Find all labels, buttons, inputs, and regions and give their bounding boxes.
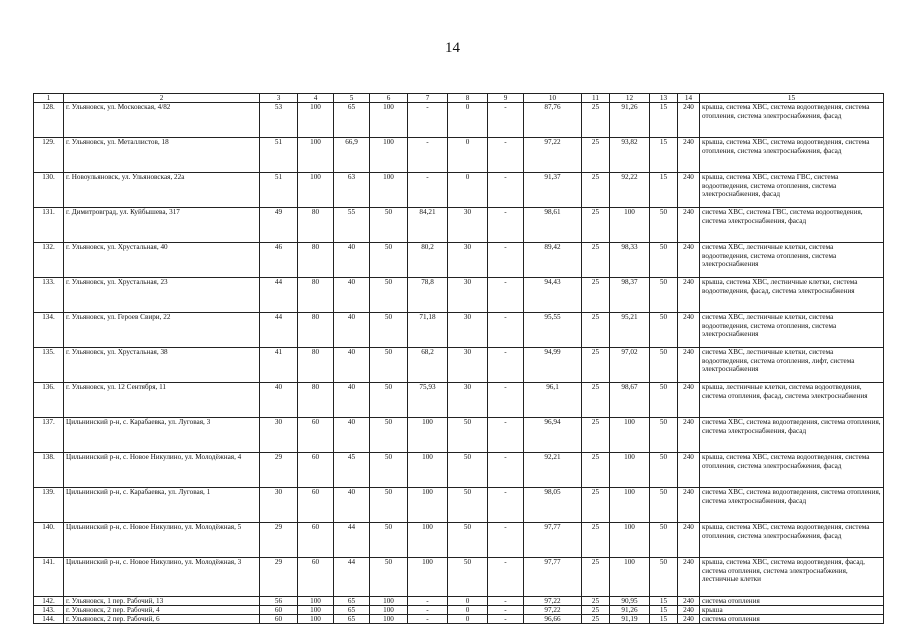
value-cell: 65: [334, 103, 370, 138]
value-cell: 50: [650, 208, 678, 243]
table-row: [34, 606, 884, 615]
header-cell: 6: [370, 94, 408, 103]
value-cell: -: [488, 278, 524, 313]
value-cell: 30: [448, 383, 488, 418]
value-cell: -: [488, 453, 524, 488]
header-cell: 10: [524, 94, 582, 103]
value-cell: 80: [298, 243, 334, 278]
value-cell: 25: [582, 103, 610, 138]
value-cell: 100: [370, 173, 408, 208]
value-cell: 50: [650, 278, 678, 313]
value-cell: -: [488, 348, 524, 383]
value-cell: 50: [370, 523, 408, 558]
works-list-cell: система отопления: [700, 615, 884, 624]
value-cell: -: [408, 138, 448, 173]
value-cell: 240: [678, 278, 700, 313]
value-cell: 40: [334, 383, 370, 418]
row-number-cell: 136.: [34, 383, 64, 418]
works-list-cell: система ХВС, лестничные клетки, система водоотведения, система отопления, лифт, система электроснабжения: [700, 348, 884, 383]
works-list-cell: крыша, система ХВС, система водоотведения, система отопления, система электроснабжения, фасад: [700, 453, 884, 488]
works-list-cell: система отопления: [700, 597, 884, 606]
value-cell: 30: [448, 243, 488, 278]
header-row: [34, 94, 884, 103]
value-cell: 50: [448, 418, 488, 453]
value-cell: 40: [334, 418, 370, 453]
value-cell: 25: [582, 348, 610, 383]
value-cell: 80: [298, 313, 334, 348]
value-cell: -: [488, 208, 524, 243]
table-row: [34, 383, 884, 418]
value-cell: 100: [610, 208, 650, 243]
value-cell: 0: [448, 615, 488, 624]
row-number-cell: 137.: [34, 418, 64, 453]
works-list-cell: крыша, система ХВС, система водоотведения, система отопления, система электроснабжения, фасад: [700, 103, 884, 138]
table-row: [34, 418, 884, 453]
value-cell: 25: [582, 523, 610, 558]
header-cell: 14: [678, 94, 700, 103]
works-list-cell: крыша, лестничные клетки, система водоотведения, система отопления, фасад, система электроснабжения: [700, 383, 884, 418]
table-row: [34, 488, 884, 523]
value-cell: 100: [408, 418, 448, 453]
value-cell: 100: [370, 138, 408, 173]
row-number-cell: 128.: [34, 103, 64, 138]
row-number-cell: 139.: [34, 488, 64, 523]
value-cell: 92,21: [524, 453, 582, 488]
value-cell: 53: [260, 103, 298, 138]
value-cell: 68,2: [408, 348, 448, 383]
value-cell: 65: [334, 606, 370, 615]
value-cell: 65: [334, 597, 370, 606]
value-cell: 50: [370, 348, 408, 383]
value-cell: 30: [448, 313, 488, 348]
value-cell: 97,22: [524, 597, 582, 606]
value-cell: 25: [582, 383, 610, 418]
value-cell: 41: [260, 348, 298, 383]
value-cell: -: [408, 597, 448, 606]
value-cell: 50: [370, 418, 408, 453]
value-cell: 25: [582, 138, 610, 173]
value-cell: 91,19: [610, 615, 650, 624]
value-cell: -: [488, 615, 524, 624]
value-cell: 100: [408, 558, 448, 597]
value-cell: 240: [678, 348, 700, 383]
value-cell: 100: [610, 523, 650, 558]
value-cell: 60: [260, 615, 298, 624]
value-cell: 94,99: [524, 348, 582, 383]
value-cell: 240: [678, 138, 700, 173]
value-cell: -: [488, 103, 524, 138]
value-cell: -: [408, 615, 448, 624]
value-cell: 75,93: [408, 383, 448, 418]
value-cell: 91,37: [524, 173, 582, 208]
value-cell: 60: [298, 418, 334, 453]
table-row: [34, 313, 884, 348]
value-cell: 15: [650, 173, 678, 208]
value-cell: 63: [334, 173, 370, 208]
value-cell: 29: [260, 558, 298, 597]
works-list-cell: крыша, система ХВС, система ГВС, система водоотведения, система отопления, система электроснабжения, фасад: [700, 173, 884, 208]
value-cell: 100: [610, 488, 650, 523]
value-cell: 95,55: [524, 313, 582, 348]
value-cell: 96,66: [524, 615, 582, 624]
table-row: [34, 138, 884, 173]
address-cell: г. Ульяновск, ул. Хрустальная, 38: [64, 348, 260, 383]
value-cell: 30: [260, 488, 298, 523]
value-cell: 80: [298, 348, 334, 383]
address-cell: г. Ульяновск, ул. Героев Свири, 22: [64, 313, 260, 348]
value-cell: 50: [370, 558, 408, 597]
header-cell: 5: [334, 94, 370, 103]
value-cell: 100: [298, 615, 334, 624]
value-cell: 44: [260, 278, 298, 313]
works-list-cell: крыша: [700, 606, 884, 615]
value-cell: 80: [298, 278, 334, 313]
value-cell: 60: [260, 606, 298, 615]
value-cell: 66,9: [334, 138, 370, 173]
row-number-cell: 140.: [34, 523, 64, 558]
value-cell: -: [408, 173, 448, 208]
row-number-cell: 142.: [34, 597, 64, 606]
works-list-cell: крыша, система ХВС, система водоотведения, фасад, система отопления, система электроснабжения, лестничные клетки: [700, 558, 884, 597]
value-cell: 29: [260, 523, 298, 558]
value-cell: 50: [650, 383, 678, 418]
table-row: [34, 523, 884, 558]
address-cell: Цильнинский р-н, с. Новое Никулино, ул. Молодёжная, 4: [64, 453, 260, 488]
table-row: [34, 278, 884, 313]
address-cell: Цильнинский р-н, с. Новое Никулино, ул. Молодёжная, 5: [64, 523, 260, 558]
value-cell: -: [488, 418, 524, 453]
value-cell: 55: [334, 208, 370, 243]
value-cell: 50: [370, 453, 408, 488]
value-cell: 97,77: [524, 558, 582, 597]
value-cell: 50: [650, 348, 678, 383]
address-cell: Цильнинский р-н, с. Новое Никулино, ул. Молодёжная, 3: [64, 558, 260, 597]
value-cell: 50: [448, 453, 488, 488]
value-cell: 50: [650, 418, 678, 453]
value-cell: 100: [370, 103, 408, 138]
value-cell: -: [488, 523, 524, 558]
row-number-cell: 141.: [34, 558, 64, 597]
value-cell: 30: [448, 348, 488, 383]
value-cell: 25: [582, 418, 610, 453]
value-cell: 100: [408, 488, 448, 523]
value-cell: 96,94: [524, 418, 582, 453]
value-cell: 25: [582, 606, 610, 615]
row-number-cell: 144.: [34, 615, 64, 624]
value-cell: 91,26: [610, 103, 650, 138]
row-number-cell: 138.: [34, 453, 64, 488]
value-cell: 97,02: [610, 348, 650, 383]
value-cell: 90,95: [610, 597, 650, 606]
value-cell: 60: [298, 558, 334, 597]
value-cell: 89,42: [524, 243, 582, 278]
value-cell: 25: [582, 278, 610, 313]
value-cell: 25: [582, 558, 610, 597]
works-list-cell: система ХВС, система ГВС, система водоотведения, система электроснабжения, фасад: [700, 208, 884, 243]
value-cell: 30: [260, 418, 298, 453]
value-cell: 97,22: [524, 138, 582, 173]
value-cell: 50: [650, 243, 678, 278]
value-cell: 80: [298, 383, 334, 418]
table-row: [34, 615, 884, 624]
value-cell: 240: [678, 173, 700, 208]
value-cell: 60: [298, 488, 334, 523]
value-cell: 240: [678, 558, 700, 597]
row-number-cell: 143.: [34, 606, 64, 615]
value-cell: 44: [334, 558, 370, 597]
value-cell: 60: [298, 523, 334, 558]
value-cell: 50: [370, 383, 408, 418]
value-cell: 49: [260, 208, 298, 243]
address-cell: г. Ульяновск, 2 пер. Рабочий, 4: [64, 606, 260, 615]
value-cell: -: [488, 606, 524, 615]
value-cell: 95,21: [610, 313, 650, 348]
value-cell: 240: [678, 418, 700, 453]
value-cell: 240: [678, 313, 700, 348]
row-number-cell: 130.: [34, 173, 64, 208]
value-cell: 15: [650, 615, 678, 624]
value-cell: 46: [260, 243, 298, 278]
value-cell: 15: [650, 138, 678, 173]
value-cell: 98,61: [524, 208, 582, 243]
value-cell: 50: [370, 243, 408, 278]
value-cell: 60: [298, 453, 334, 488]
header-cell: 7: [408, 94, 448, 103]
value-cell: 240: [678, 453, 700, 488]
value-cell: 100: [298, 103, 334, 138]
value-cell: 0: [448, 597, 488, 606]
address-cell: г. Ульяновск, ул. Хрустальная, 40: [64, 243, 260, 278]
header-cell: 8: [448, 94, 488, 103]
value-cell: 100: [298, 597, 334, 606]
value-cell: 240: [678, 488, 700, 523]
value-cell: 25: [582, 173, 610, 208]
works-list-cell: крыша, система ХВС, система водоотведения, система отопления, система электроснабжения, фасад: [700, 523, 884, 558]
row-number-cell: 133.: [34, 278, 64, 313]
table-row: [34, 208, 884, 243]
value-cell: 87,76: [524, 103, 582, 138]
value-cell: 44: [334, 523, 370, 558]
value-cell: 78,8: [408, 278, 448, 313]
works-list-cell: система ХВС, лестничные клетки, система водоотведения, система отопления, система электроснабжения: [700, 243, 884, 278]
value-cell: 100: [408, 523, 448, 558]
value-cell: 240: [678, 606, 700, 615]
value-cell: 40: [260, 383, 298, 418]
address-cell: г. Ульяновск, ул. Московская, 4/82: [64, 103, 260, 138]
value-cell: 40: [334, 278, 370, 313]
value-cell: 91,26: [610, 606, 650, 615]
value-cell: 65: [334, 615, 370, 624]
value-cell: 100: [370, 615, 408, 624]
address-cell: г. Ульяновск, ул. 12 Сентября, 11: [64, 383, 260, 418]
value-cell: 15: [650, 103, 678, 138]
value-cell: 44: [260, 313, 298, 348]
table-row: [34, 453, 884, 488]
value-cell: 25: [582, 313, 610, 348]
page-number: 14: [445, 40, 460, 56]
value-cell: 100: [610, 558, 650, 597]
table-row: [34, 243, 884, 278]
address-cell: г. Ульяновск, 1 пер. Рабочий, 13: [64, 597, 260, 606]
value-cell: 50: [448, 558, 488, 597]
value-cell: 50: [448, 523, 488, 558]
value-cell: 25: [582, 615, 610, 624]
value-cell: 98,33: [610, 243, 650, 278]
value-cell: 56: [260, 597, 298, 606]
value-cell: 25: [582, 208, 610, 243]
value-cell: 25: [582, 488, 610, 523]
works-list-cell: система ХВС, система водоотведения, система отопления, система электроснабжения, фасад: [700, 418, 884, 453]
value-cell: -: [488, 558, 524, 597]
value-cell: 96,1: [524, 383, 582, 418]
table-row: [34, 348, 884, 383]
works-list-cell: система ХВС, система водоотведения, система отопления, система электроснабжения, фасад: [700, 488, 884, 523]
value-cell: 240: [678, 523, 700, 558]
value-cell: 40: [334, 313, 370, 348]
header-cell: 4: [298, 94, 334, 103]
value-cell: 15: [650, 606, 678, 615]
value-cell: 40: [334, 243, 370, 278]
value-cell: 30: [448, 208, 488, 243]
header-cell: 1: [34, 94, 64, 103]
value-cell: 51: [260, 173, 298, 208]
value-cell: 0: [448, 138, 488, 173]
value-cell: -: [488, 243, 524, 278]
value-cell: 25: [582, 597, 610, 606]
value-cell: 240: [678, 597, 700, 606]
value-cell: 50: [650, 488, 678, 523]
address-cell: г. Новоульяновск, ул. Ульяновская, 22а: [64, 173, 260, 208]
value-cell: 15: [650, 597, 678, 606]
value-cell: 100: [610, 453, 650, 488]
header-cell: 12: [610, 94, 650, 103]
value-cell: 50: [650, 558, 678, 597]
value-cell: 80: [298, 208, 334, 243]
buildings-registry-table: [33, 93, 884, 624]
value-cell: 240: [678, 243, 700, 278]
value-cell: 0: [448, 606, 488, 615]
value-cell: -: [488, 173, 524, 208]
value-cell: 84,21: [408, 208, 448, 243]
value-cell: 29: [260, 453, 298, 488]
value-cell: 71,18: [408, 313, 448, 348]
value-cell: 240: [678, 383, 700, 418]
value-cell: 50: [650, 453, 678, 488]
value-cell: 50: [650, 523, 678, 558]
table-row: [34, 558, 884, 597]
address-cell: г. Ульяновск, ул. Металлистов, 18: [64, 138, 260, 173]
value-cell: 45: [334, 453, 370, 488]
address-cell: г. Ульяновск, 2 пер. Рабочий, 6: [64, 615, 260, 624]
header-cell: 11: [582, 94, 610, 103]
address-cell: г. Ульяновск, ул. Хрустальная, 23: [64, 278, 260, 313]
header-cell: 15: [700, 94, 884, 103]
value-cell: 0: [448, 173, 488, 208]
value-cell: 100: [408, 453, 448, 488]
value-cell: 50: [650, 313, 678, 348]
value-cell: 0: [448, 103, 488, 138]
value-cell: 98,05: [524, 488, 582, 523]
value-cell: 50: [370, 488, 408, 523]
row-number-cell: 129.: [34, 138, 64, 173]
value-cell: 98,67: [610, 383, 650, 418]
value-cell: 100: [370, 606, 408, 615]
value-cell: 240: [678, 208, 700, 243]
value-cell: -: [488, 597, 524, 606]
value-cell: -: [408, 103, 448, 138]
value-cell: 100: [610, 418, 650, 453]
value-cell: 93,82: [610, 138, 650, 173]
header-cell: 2: [64, 94, 260, 103]
address-cell: г. Димитровград, ул. Куйбышева, 317: [64, 208, 260, 243]
row-number-cell: 132.: [34, 243, 64, 278]
value-cell: 100: [298, 606, 334, 615]
value-cell: 240: [678, 615, 700, 624]
header-cell: 3: [260, 94, 298, 103]
value-cell: 94,43: [524, 278, 582, 313]
value-cell: 50: [370, 208, 408, 243]
value-cell: 92,22: [610, 173, 650, 208]
header-cell: 13: [650, 94, 678, 103]
value-cell: 40: [334, 348, 370, 383]
value-cell: 50: [370, 278, 408, 313]
works-list-cell: система ХВС, лестничные клетки, система водоотведения, система отопления, система электроснабжения: [700, 313, 884, 348]
value-cell: 25: [582, 243, 610, 278]
value-cell: -: [488, 488, 524, 523]
value-cell: 97,77: [524, 523, 582, 558]
value-cell: -: [488, 383, 524, 418]
value-cell: 80,2: [408, 243, 448, 278]
works-list-cell: крыша, система ХВС, система водоотведения, система отопления, система электроснабжения, фасад: [700, 138, 884, 173]
row-number-cell: 134.: [34, 313, 64, 348]
table-row: [34, 597, 884, 606]
value-cell: -: [488, 138, 524, 173]
value-cell: 240: [678, 103, 700, 138]
value-cell: 100: [298, 173, 334, 208]
row-number-cell: 135.: [34, 348, 64, 383]
value-cell: -: [488, 313, 524, 348]
table-row: [34, 173, 884, 208]
works-list-cell: крыша, система ХВС, лестничные клетки, система водоотведения, фасад, система электроснабжения: [700, 278, 884, 313]
table-row: [34, 103, 884, 138]
value-cell: 100: [298, 138, 334, 173]
value-cell: -: [408, 606, 448, 615]
address-cell: Цильнинский р-н, с. Карабаевка, ул. Луговая, 1: [64, 488, 260, 523]
value-cell: 30: [448, 278, 488, 313]
value-cell: 40: [334, 488, 370, 523]
value-cell: 51: [260, 138, 298, 173]
value-cell: 100: [370, 597, 408, 606]
header-cell: 9: [488, 94, 524, 103]
value-cell: 50: [448, 488, 488, 523]
address-cell: Цильнинский р-н, с. Карабаевка, ул. Луговая, 3: [64, 418, 260, 453]
value-cell: 97,22: [524, 606, 582, 615]
value-cell: 50: [370, 313, 408, 348]
value-cell: 25: [582, 453, 610, 488]
row-number-cell: 131.: [34, 208, 64, 243]
value-cell: 98,37: [610, 278, 650, 313]
